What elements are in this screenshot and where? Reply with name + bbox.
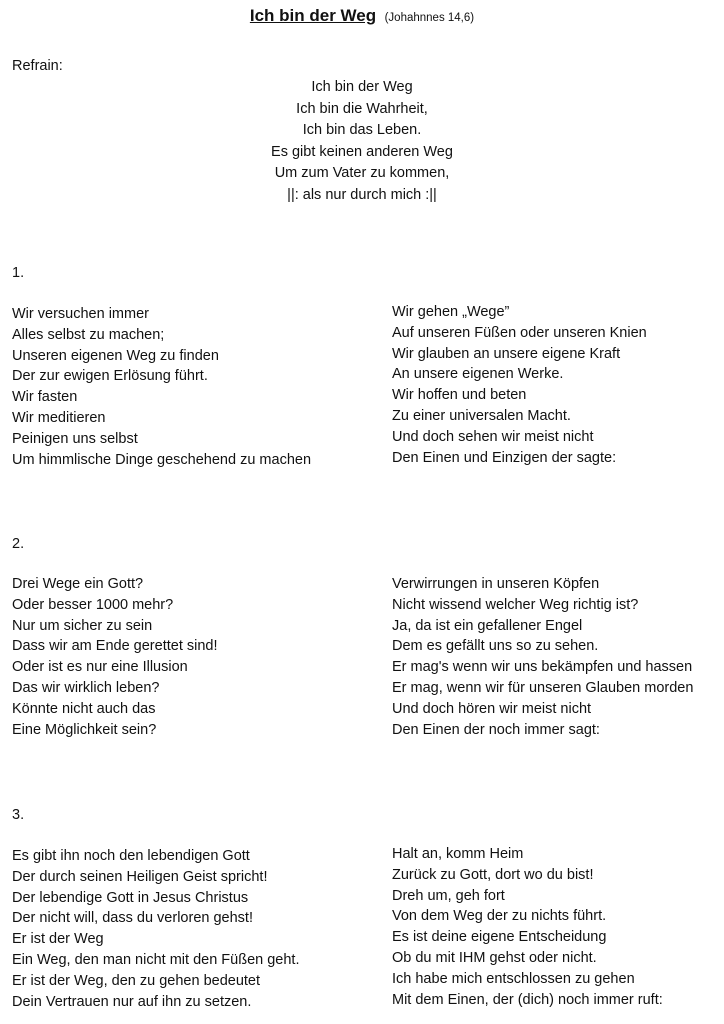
- verse-line: Dass wir am Ende gerettet sind!: [12, 638, 218, 655]
- verse-3-right-column: [392, 844, 663, 1010]
- verse-line: Er ist der Weg: [12, 931, 104, 948]
- verse-number: 2.: [12, 536, 25, 552]
- verse-line: Es ist deine eigene Entscheidung: [392, 929, 607, 946]
- verse-line: Mit dem Einen, der (dich) noch immer ruft:: [392, 991, 663, 1008]
- verse-line: Der durch seinen Heiligen Geist spricht!: [12, 868, 268, 885]
- verse-line: Er mag's wenn wir uns bekämpfen und hassen: [392, 659, 693, 676]
- verse-line: Der lebendige Gott in Jesus Christus: [12, 889, 249, 906]
- verse-line: Oder ist es nur eine Illusion: [12, 659, 188, 676]
- verse-2-right-column: [392, 574, 693, 740]
- verse-1-right-column: [392, 302, 647, 468]
- verse-line: Wir glauben an unsere eigene Kraft: [392, 345, 621, 362]
- verse-line: Ja, da ist ein gefallener Engel: [392, 617, 583, 634]
- bible-reference: (Johahnnes 14,6): [384, 12, 475, 24]
- verse-line: Wir fasten: [12, 389, 78, 406]
- verse-line: Den Einen der noch immer sagt:: [392, 721, 600, 738]
- verse-line: Halt an, komm Heim: [392, 846, 524, 862]
- verse-3-left-column: [12, 846, 299, 1012]
- verse-line: Wir versuchen immer: [12, 306, 149, 322]
- refrain-line: Ich bin das Leben.: [302, 122, 422, 139]
- page-title: Ich bin der Weg: [249, 6, 377, 25]
- verse-line: Wir hoffen und beten: [392, 387, 527, 404]
- verse-line: Oder besser 1000 mehr?: [12, 596, 174, 613]
- verse-line: Er mag, wenn wir für unseren Glauben morden: [392, 679, 694, 696]
- verse-line: Alles selbst zu machen;: [12, 326, 165, 343]
- verse-1-left-column: [12, 304, 311, 470]
- verse-line: Zurück zu Gott, dort wo du bist!: [392, 866, 594, 883]
- refrain-line: Ich bin der Weg: [311, 79, 413, 95]
- verse-line: Wir gehen „Wege”: [392, 304, 510, 320]
- verse-line: Peinigen uns selbst: [12, 430, 138, 447]
- verse-line: Zu einer universalen Macht.: [392, 407, 571, 424]
- verse-line: Das wir wirklich leben?: [12, 679, 160, 696]
- verse-line: Ich habe mich entschlossen zu gehen: [392, 970, 635, 987]
- verse-line: Der zur ewigen Erlösung führt.: [12, 368, 208, 385]
- refrain-block: [212, 77, 512, 207]
- refrain-label: Refrain:: [12, 58, 63, 74]
- verse-line: Der nicht will, dass du verloren gehst!: [12, 910, 253, 927]
- verse-line: Ob du mit IHM gehst oder nicht.: [392, 949, 597, 966]
- verse-line: Verwirrungen in unseren Köpfen: [392, 576, 600, 592]
- refrain-line: Ich bin die Wahrheit,: [296, 100, 428, 117]
- verse-2-left-column: [12, 574, 218, 740]
- verse-line: Eine Möglichkeit sein?: [12, 721, 157, 738]
- title-line: [0, 6, 724, 26]
- verse-number: 3.: [12, 807, 25, 823]
- refrain-line: Es gibt keinen anderen Weg: [271, 143, 453, 160]
- verse-line: Dein Vertrauen nur auf ihn zu setzen.: [12, 993, 252, 1010]
- verse-line: Den Einen und Einzigen der sagte:: [392, 449, 617, 466]
- verse-number: 1.: [12, 265, 25, 281]
- verse-line: Und doch sehen wir meist nicht: [392, 428, 594, 445]
- verse-line: An unsere eigenen Werke.: [392, 366, 564, 383]
- verse-line: Nur um sicher zu sein: [12, 617, 153, 634]
- verse-line: Wir meditieren: [12, 409, 106, 426]
- verse-line: Könnte nicht auch das: [12, 700, 156, 717]
- verse-line: Auf unseren Füßen oder unseren Knien: [392, 324, 647, 341]
- verse-line: Drei Wege ein Gott?: [12, 576, 144, 592]
- verse-line: Ein Weg, den man nicht mit den Füßen geht.: [12, 951, 300, 968]
- verse-line: Er ist der Weg, den zu gehen bedeutet: [12, 972, 261, 989]
- verse-line: Von dem Weg der zu nichts führt.: [392, 908, 607, 925]
- verse-line: Um himmlische Dinge geschehend zu machen: [12, 451, 312, 468]
- refrain-line: ||: als nur durch mich :||: [287, 186, 437, 203]
- verse-line: Es gibt ihn noch den lebendigen Gott: [12, 848, 250, 864]
- verse-line: Unseren eigenen Weg zu finden: [12, 347, 219, 364]
- verse-line: Nicht wissend welcher Weg richtig ist?: [392, 596, 639, 613]
- verse-line: Und doch hören wir meist nicht: [392, 700, 592, 717]
- verse-line: Dem es gefällt uns so zu sehen.: [392, 638, 599, 655]
- verse-line: Dreh um, geh fort: [392, 887, 505, 904]
- refrain-line: Um zum Vater zu kommen,: [274, 165, 450, 182]
